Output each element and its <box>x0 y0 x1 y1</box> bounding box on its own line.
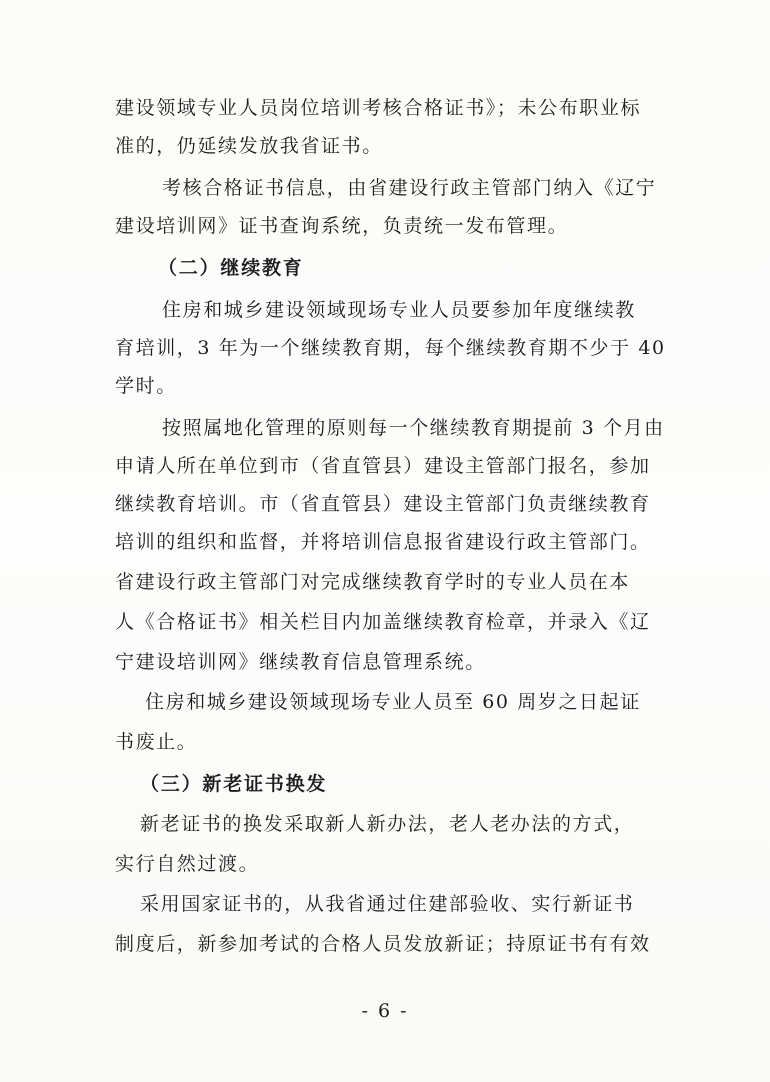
body-line-12: 培训的组织和监督，并将培训信息报省建设行政主管部门。 <box>115 531 651 553</box>
body-line-2: 准的，仍延续发放我省证书。 <box>115 135 383 157</box>
section-heading-certificate-exchange: （三）新老证书换发 <box>140 773 328 795</box>
body-line-4: 建设培训网》证书查询系统，负责统一发布管理。 <box>115 215 569 237</box>
body-line-13: 省建设行政主管部门对完成继续教育学时的专业人员在本 <box>115 571 631 593</box>
body-line-17: 书废止。 <box>115 731 198 753</box>
body-line-20: 实行自然过渡。 <box>115 853 260 875</box>
body-line-9: 按照属地化管理的原则每一个继续教育期提前 3 个月由 <box>162 417 665 439</box>
body-line-8: 学时。 <box>115 375 177 397</box>
body-line-10: 申请人所在单位到市（省直管县）建设主管部门报名，参加 <box>115 455 651 477</box>
body-line-7: 育培训，3 年为一个继续教育期，每个继续教育期不少于 40 <box>115 337 666 359</box>
body-line-15: 宁建设培训网》继续教育信息管理系统。 <box>115 651 486 673</box>
body-line-11: 继续教育培训。市（省直管县）建设主管部门负责继续教育 <box>115 493 651 515</box>
body-line-3: 考核合格证书信息，由省建设行政主管部门纳入《辽宁 <box>162 177 657 199</box>
page-number: - 6 - <box>361 1000 409 1022</box>
body-line-16: 住房和城乡建设领域现场专业人员至 60 周岁之日起证 <box>145 691 641 713</box>
body-line-1: 建设领域专业人员岗位培训考核合格证书》；未公布职业标 <box>115 97 642 119</box>
body-line-6: 住房和城乡建设领域现场专业人员要参加年度继续教 <box>162 299 636 321</box>
body-line-14: 人《合格证书》相关栏目内加盖继续教育检章，并录入《辽 <box>115 611 651 633</box>
body-line-19: 新老证书的换发采取新人新办法，老人老办法的方式， <box>140 813 635 835</box>
body-line-21: 采用国家证书的，从我省通过住建部验收、实行新证书 <box>140 893 635 915</box>
body-line-22: 制度后，新参加考试的合格人员发放新证；持原证书有有效 <box>115 933 651 955</box>
section-heading-continuing-education: （二）继续教育 <box>158 257 304 279</box>
